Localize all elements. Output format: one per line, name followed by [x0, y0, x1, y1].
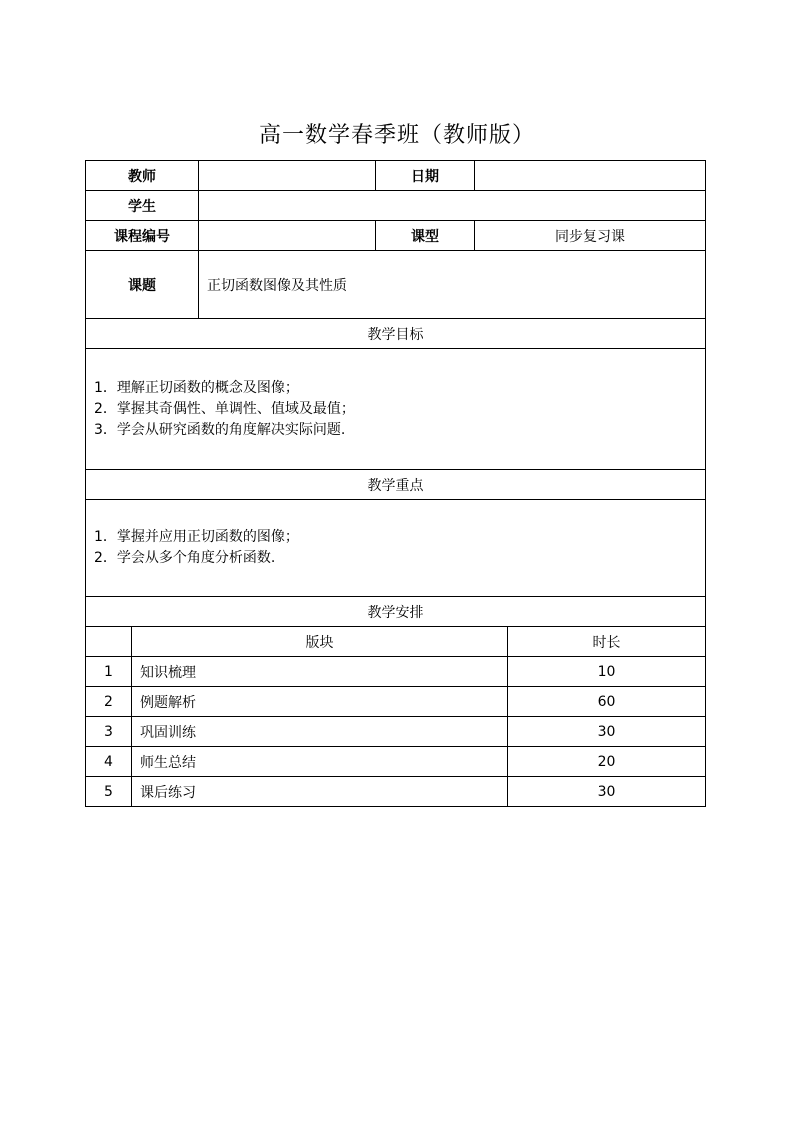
objective-item: 3．学会从研究函数的角度解决实际问题.: [94, 421, 346, 438]
document-title: 高一数学春季班（教师版）: [258, 123, 535, 148]
key-points-content-row: [86, 500, 706, 597]
schedule-header-no: [86, 627, 132, 657]
row-duration: 30: [508, 717, 706, 747]
row-number: 5: [86, 777, 132, 807]
course-type-value: 同步复习课: [475, 221, 706, 251]
objectives-heading: 教学目标: [86, 319, 706, 349]
key-points-list: [86, 500, 706, 597]
topic-label: 课题: [86, 251, 199, 319]
objective-item: 2．掌握其奇偶性、单调性、值域及最值；: [94, 400, 355, 417]
objectives-list: [86, 349, 706, 470]
topic-value: 正切函数图像及其性质: [199, 251, 706, 319]
row-block: 例题解析: [132, 687, 508, 717]
row-duration: 20: [508, 747, 706, 777]
lesson-plan-table: [85, 160, 706, 807]
table-row: [86, 687, 706, 717]
key-point-item: 2．学会从多个角度分析函数.: [94, 550, 276, 566]
table-row: [86, 717, 706, 747]
schedule-header-duration: 时长: [508, 627, 706, 657]
course-no-label: 课程编号: [86, 221, 199, 251]
row-block: 师生总结: [132, 747, 508, 777]
student-label: 学生: [86, 191, 199, 221]
row-duration: 30: [508, 777, 706, 807]
row-block: 知识梳理: [132, 657, 508, 687]
student-row: [86, 191, 706, 221]
schedule-header-block: 版块: [132, 627, 508, 657]
teacher-label: 教师: [86, 161, 199, 191]
student-field[interactable]: [199, 191, 706, 221]
row-duration: 60: [508, 687, 706, 717]
date-label: 日期: [376, 161, 475, 191]
course-row: [86, 221, 706, 251]
key-point-item: 1．掌握并应用正切函数的图像；: [94, 529, 299, 545]
key-points-heading: 教学重点: [86, 470, 706, 500]
teacher-row: [86, 161, 706, 191]
schedule-heading: 教学安排: [86, 597, 706, 627]
row-block: 巩固训练: [132, 717, 508, 747]
row-number: 3: [86, 717, 132, 747]
row-number: 2: [86, 687, 132, 717]
row-number: 1: [86, 657, 132, 687]
row-block: 课后练习: [132, 777, 508, 807]
key-points-heading-row: [86, 470, 706, 500]
objectives-content-row: [86, 349, 706, 470]
objectives-heading-row: [86, 319, 706, 349]
table-row: [86, 747, 706, 777]
course-no-field[interactable]: [199, 221, 376, 251]
row-duration: 10: [508, 657, 706, 687]
table-row: [86, 777, 706, 807]
schedule-header-row: [86, 627, 706, 657]
date-field[interactable]: [475, 161, 706, 191]
objective-item: 1．理解正切函数的概念及图像；: [94, 379, 299, 396]
schedule-heading-row: [86, 597, 706, 627]
row-number: 4: [86, 747, 132, 777]
teacher-field[interactable]: [199, 161, 376, 191]
table-row: [86, 657, 706, 687]
topic-row: [86, 251, 706, 319]
course-type-label: 课型: [376, 221, 475, 251]
